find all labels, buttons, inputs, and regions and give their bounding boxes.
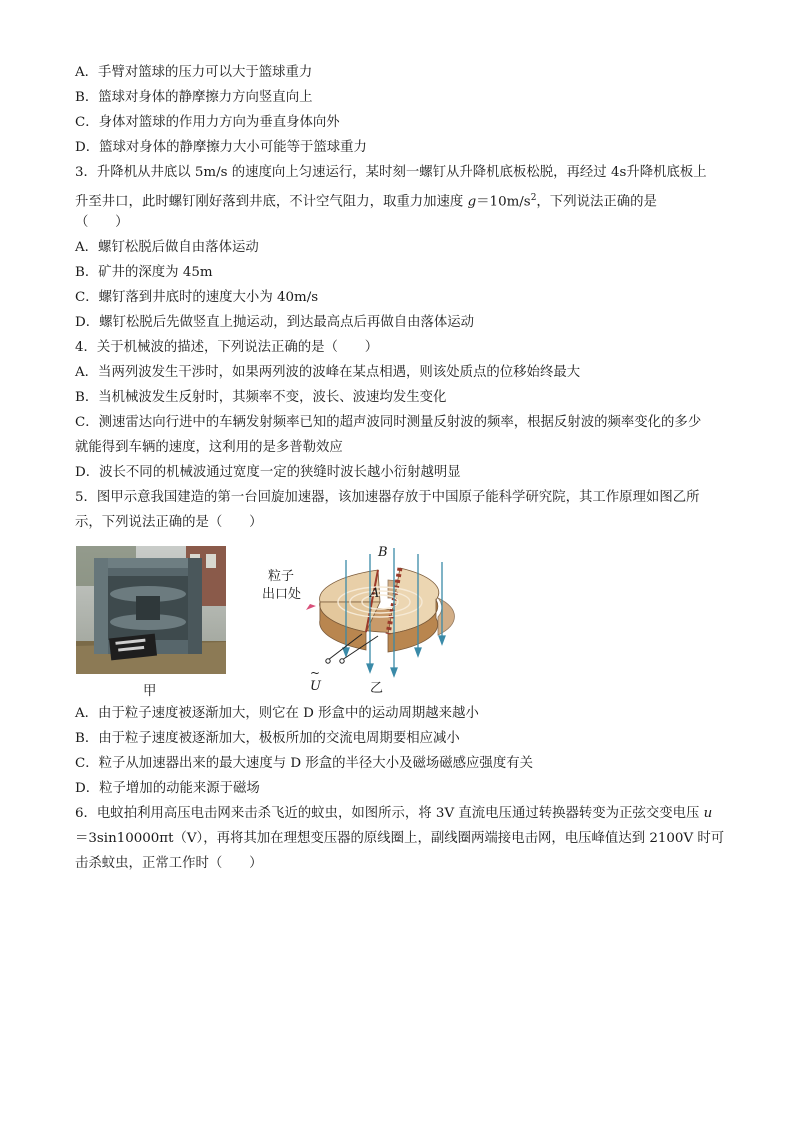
q3-stem-text: 升至井口，此时螺钉刚好落到井底，不计空气阻力，取重力加速度: [75, 194, 468, 210]
label-u-tilde: ~: [310, 666, 321, 680]
q2-option-a: A．手臂对篮球的压力可以大于篮球重力: [75, 65, 313, 80]
q3-stem-line1: 3．升降机从井底以 5m/s 的速度向上匀速运行，某时刻一螺钉从升降机底板松脱，再经过 4s升降机底板上: [75, 165, 707, 180]
label-u: U: [310, 679, 321, 694]
figure-jia-caption: 甲: [143, 684, 157, 699]
q6-symbol-u: u: [703, 806, 713, 821]
label-exit: 出口处: [262, 587, 302, 602]
q2-option-b: B．篮球对身体的静摩擦力方向竖直向上: [75, 90, 313, 105]
q4-option-b: B．当机械波发生反射时，其频率不变，波长、波速均发生变化: [75, 390, 447, 405]
q6-stem-line2: ＝3sin10000πt（V），再将其加在理想变压器的原线圈上，副线圈两端接电击网，电压峰值达到 2100V 时可: [75, 831, 725, 846]
q3-option-b: B．矿井的深度为 45m: [75, 265, 213, 280]
q3-option-c: C．螺钉落到井底时的速度大小为 40m/s: [75, 290, 319, 305]
q4-option-a: A．当两列波发生干涉时，如果两列波的波峰在某点相遇，则该处质点的位移始终最大: [75, 365, 581, 380]
q2-option-c: C．身体对篮球的作用力方向为垂直身体向外: [75, 115, 340, 130]
q6-stem-line1: [75, 804, 712, 824]
q3-stem-line2: [75, 188, 657, 212]
q4-stem: 4．关于机械波的描述，下列说法正确的是（ ）: [75, 340, 379, 355]
q3-option-a: A．螺钉松脱后做自由落体运动: [75, 240, 259, 255]
q5-option-c: C．粒子从加速器出来的最大速度与 D 形盒的半径大小及磁场磁感应强度有关: [75, 756, 533, 771]
q5-stem-line2: 示，下列说法正确的是（ ）: [75, 515, 263, 530]
q4-option-c-line1: C．测速雷达向行进中的车辆发射频率已知的超声波同时测量反射波的频率，根据反射波的频率变化的多少: [75, 415, 702, 430]
q3-stem-value: ＝10m/s: [476, 194, 531, 210]
q5-stem-line1: 5．图甲示意我国建造的第一台回旋加速器，该加速器存放于中国原子能科学研究院，其工作原理如图乙所: [75, 490, 700, 505]
q3-symbol-g: g: [467, 194, 477, 210]
q2-option-d: D．篮球对身体的静摩擦力大小可能等于篮球重力: [75, 140, 367, 155]
q3-stem-tail: ，下列说法正确的是: [536, 194, 657, 210]
q5-option-d: D．粒子增加的动能来源于磁场: [75, 781, 260, 796]
label-b: B: [378, 545, 388, 560]
label-particle: 粒子: [268, 569, 295, 584]
q4-option-c-line2: 就能得到车辆的速度，这利用的是多普勒效应: [75, 440, 343, 455]
q3-answer-bracket: （ ）: [75, 215, 129, 230]
q4-option-d: D．波长不同的机械波通过宽度一定的狭缝时波长越小衍射越明显: [75, 465, 461, 480]
q3-option-d: D．螺钉松脱后先做竖直上抛运动，到达最高点后再做自由落体运动: [75, 315, 475, 330]
cyclotron-diagram: [258, 540, 478, 700]
q6-stem-line3: 击杀蚊虫，正常工作时（ ）: [75, 856, 263, 871]
q6-stem-text: 6．电蚊拍利用高压电击网来击杀飞近的蚊虫，如图所示，将 3V 直流电压通过转换器转变为正弦交变电压: [75, 806, 704, 821]
figure-yi-caption: 乙: [370, 681, 384, 696]
q5-option-a: A．由于粒子速度被逐渐加大，则它在 D 形盒中的运动周期越来越小: [75, 706, 479, 721]
q5-option-b: B．由于粒子速度被逐渐加大，极板所加的交流电周期要相应减小: [75, 731, 460, 746]
q3-superscript: 2: [530, 193, 537, 203]
label-a: A: [370, 586, 380, 601]
cyclotron-photo: [76, 546, 226, 674]
